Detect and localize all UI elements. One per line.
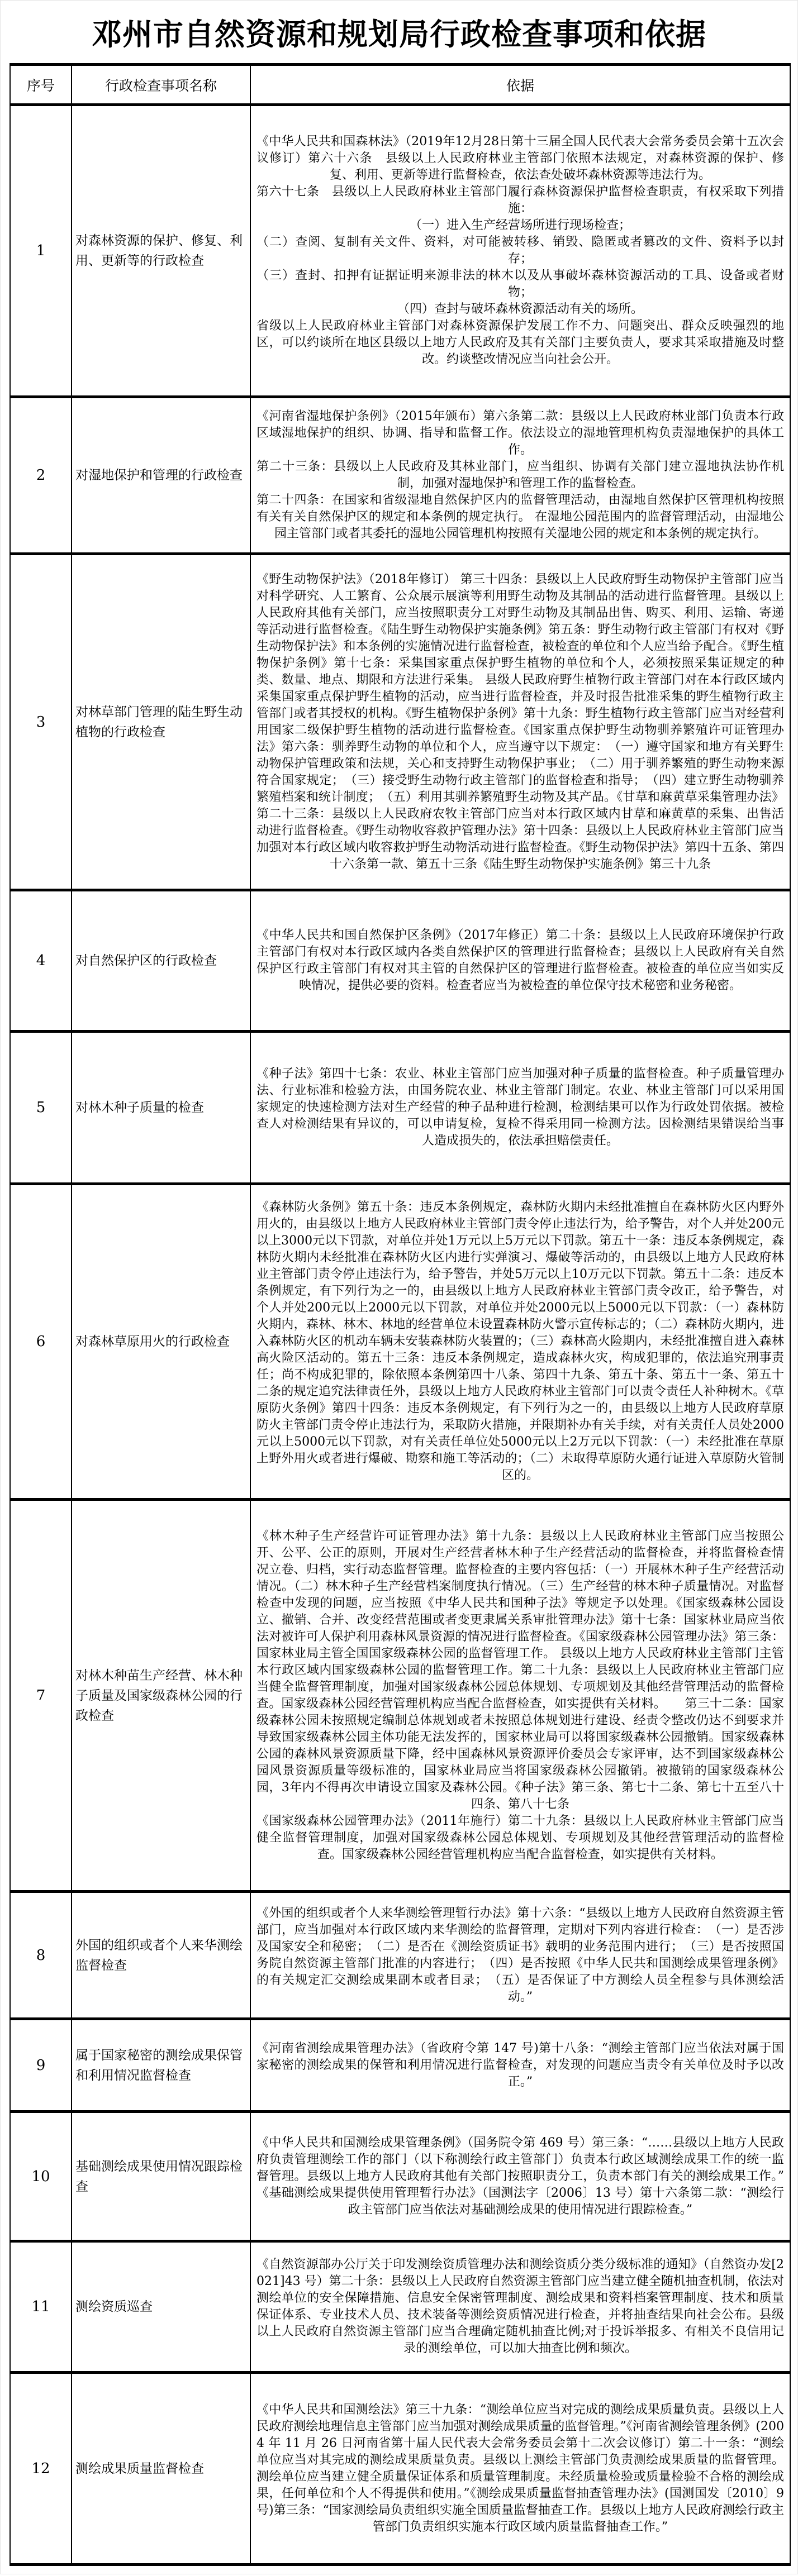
table-row	[10, 554, 790, 890]
header-item-name: 行政检查事项名称	[72, 65, 250, 105]
basis-paragraph: 《林木种子生产经营许可证管理办法》第十九条：县级以上人民政府林业主管部门应当按照公开、公平、公正的原则，开展对生产经营者林木种子生产经营活动的监督检查，并将监督检查情况立卷、归档，实行动态监督管理。监督检查的主要内容包括：（一）开展林木种子生产经营活动情况。（二）林木种子生产经营档案制度执行情况。（三）生产经营的林木种子质量情况。对监督检查中发现的问题，应当按照《中华人民共和国种子法》等规定予以处理。《国家级森林公园设立、撤销、合并、改变经营范围或者变更隶属关系审批管理办法》第十七条：国家林业局应当依法对被许可人保护利用森林风景资源的情况进行监督检查。《国家级森林公园管理办法》第三条：国家林业局主管全国国家级森林公园的监督管理工作。 县级以上地方人民政府林业主管部门主管本行政区域内国家级森林公园的监督管理工作。第二十九条：县级以上人民政府林业主管部门应当健全监督管理制度，加强对国家级森林公园总体规划、专项规划及其他经营管理活动的监督检查。国家级森林公园经营管理机构应当配合监督检查，如实提供有关材料。 第三十二条：国家级森林公园未按照规定编制总体规划或者未按照总体规划进行建设、经责令整改仍达不到要求并导致国家级森林公园主体功能无法发挥的，国家林业局可以将国家级森林公园撤销。国家级森林公园的森林风景资源质量下降，经中国森林风景资源评价委员会专家评审，达不到国家级森林公园风景资源质量等级标准的，国家林业局应当将国家级森林公园撤销。被撤销的国家级森林公园，3年内不得再次申请设立国家及森林公园。《种子法》第三条、第七十二条、第七十五至八十四条、第八十七条	[256, 1529, 784, 1811]
row-item-name: 对自然保护区的行政检查	[72, 890, 250, 1032]
row-basis-text	[250, 397, 790, 554]
table-row	[10, 397, 790, 554]
basis-paragraph: 第二十三条：县级以上人民政府及其林业部门，应当组织、协调有关部门建立湿地执法协作机制，加强对湿地保护和管理工作的监督检查。	[256, 460, 784, 490]
basis-paragraph: 第二十四条：在国家和省级湿地自然保护区内的监督管理活动，由湿地自然保护区管理机构按照有关有关自然保护区的规定和本条例的规定执行。 在湿地公园范围内的监督管理活动，由湿地公园主管部门或者其委托的湿地公园管理机构按照有关湿地公园的规定和本条例的规定执行。	[256, 493, 784, 541]
row-item-name: 属于国家秘密的测绘成果保管和利用情况监督检查	[72, 2019, 250, 2112]
row-basis-text	[250, 2112, 790, 2241]
table-row	[10, 2112, 790, 2241]
basis-paragraph: 《森林防火条例》第五十条：违反本条例规定，森林防火期内未经批准擅自在森林防火区内野外用火的，由县级以上地方人民政府林业主管部门责令停止违法行为，给予警告，对个人并处200元以上3000元以下罚款，对单位并处1万元以上5万元以下罚款。第五十一条：违反本条例规定，森林防火期内未经批准在森林防火区内进行实弹演习、爆破等活动的，由县级以上地方人民政府林业主管部门责令停止违法行为，给予警告，并处5万元以上10万元以下罚款。第五十二条：违反本条例规定，有下列行为之一的，由县级以上地方人民政府林业主管部门责令改正，给予警告，对个人并处200元以上2000元以下罚款，对单位并处2000元以上5000元以下罚款：（一）森林防火期内，森林、林木、林地的经营单位未设置森林防火警示宣传标志的；（二）森林防火期内，进入森林防火区的机动车辆未安装森林防火装置的；（三）森林高火险期内，未经批准擅自进入森林高火险区活动的。第五十三条：违反本条例规定，造成森林火灾，构成犯罪的，依法追究刑事责任；尚不构成犯罪的，除依照本条例第四十八条、第四十九条、第五十条、第五十一条、第五十二条的规定追究法律责任外，县级以上地方人民政府林业主管部门可以责令责任人补种树木。《草原防火条例》第四十四条：违反本条例规定，有下列行为之一的，由县级以上地方人民政府草原防火主管部门责令停止违法行为，采取防火措施，并限期补办有关手续，对有关责任人员处2000元以上5000元以下罚款，对有关责任单位处5000元以上2万元以下罚款：（一）未经批准在草原上野外用火或者进行爆破、勘察和施工等活动的；（二）未取得草原防火通行证进入草原防火管制区的。	[256, 1200, 784, 1482]
row-basis-text	[250, 890, 790, 1032]
row-basis-text	[250, 2373, 790, 2565]
row-item-name: 对森林资源的保护、修复、利用、更新等的行政检查	[72, 105, 250, 397]
row-serial-number: 5	[10, 1032, 72, 1184]
basis-paragraph: 《国家级森林公园管理办法》（2011年施行）第二十九条：县级以上人民政府林业主管部门应当健全监督管理制度，加强对国家级森林公园总体规划、专项规划及其他经营管理活动的监督检查。国家级森林公园经营管理机构应当配合监督检查，如实提供有关材料。	[256, 1814, 784, 1862]
row-serial-number: 3	[10, 554, 72, 890]
table-row	[10, 105, 790, 397]
basis-paragraph: 《中华人民共和国自然保护区条例》（2017年修正）第二十条：县级以上人民政府环境保护行政主管部门有权对本行政区域内各类自然保护区的管理进行监督检查；县级以上人民政府有关自然保护区行政主管部门有权对其主管的自然保护区的管理进行监督检查。被检查的单位应当如实反映情况，提供必要的资料。检查者应当为被检查的单位保守技术秘密和业务秘密。	[256, 928, 784, 993]
inspection-items-table	[10, 63, 791, 2566]
basis-paragraph: 《河南省湿地保护条例》（2015年颁布）第六条第二款：县级以上人民政府林业部门负责本行政区域湿地保护的组织、协调、指导和监督工作。依法设立的湿地管理机构负责湿地保护的具体工作。	[256, 409, 784, 457]
row-serial-number: 2	[10, 397, 72, 554]
row-serial-number: 11	[10, 2241, 72, 2373]
row-basis-text	[250, 105, 790, 397]
basis-paragraph: 《中华人民共和国森林法》（2019年12月28日第十三届全国人民代表大会常务委员会第十五次会议修订）第六十六条 县级以上人民政府林业主管部门依照本法规定，对森林资源的保护、修复、利用、更新等进行监督检查，依法查处破坏森林资源等违法行为。	[256, 135, 784, 182]
row-item-name: 测绘资质巡查	[72, 2241, 250, 2373]
row-item-name: 对林木种子质量的检查	[72, 1032, 250, 1184]
row-basis-text	[250, 1184, 790, 1500]
table-row	[10, 2019, 790, 2112]
row-item-name: 对林木种苗生产经营、林木种子质量及国家级森林公园的行政检查	[72, 1500, 250, 1892]
table-header-row	[10, 65, 790, 105]
basis-paragraph: 第六十七条 县级以上人民政府林业主管部门履行森林资源保护监督检查职责，有权采取下列措施：	[256, 185, 784, 216]
table-row	[10, 1892, 790, 2019]
row-serial-number: 6	[10, 1184, 72, 1500]
basis-paragraph: 《自然资源部办公厅关于印发测绘资质管理办法和测绘资质分类分级标准的通知》（自然资办发[2021]43 号）第二十条：县级以上人民政府自然资源主管部门应当建立健全随机抽查机制，依法对测绘单位的安全保障措施、信息安全保密管理制度、测绘成果和资料档案管理制度、技术和质量保证体系、专业技术人员、技术装备等测绘资质情况进行检查，并将抽查结果向社会公布。县级以上人民政府自然资源主管部门应当合理确定随机抽查比例;对于投诉举报多、有相关不良信用记录的测绘单位，可以加大抽查比例和频次。	[256, 2258, 784, 2355]
row-basis-text	[250, 1892, 790, 2019]
row-basis-text	[250, 2241, 790, 2373]
row-serial-number: 7	[10, 1500, 72, 1892]
table-row	[10, 890, 790, 1032]
basis-paragraph: （二）查阅、复制有关文件、资料，对可能被转移、销毁、隐匿或者篡改的文件、资料予以封存；	[256, 235, 784, 266]
table-row	[10, 2241, 790, 2373]
row-serial-number: 12	[10, 2373, 72, 2565]
table-header	[10, 65, 790, 105]
row-serial-number: 10	[10, 2112, 72, 2241]
basis-paragraph: （三）查封、扣押有证据证明来源非法的林木以及从事破坏森林资源活动的工具、设备或者财物；	[256, 269, 784, 299]
header-serial-number: 序号	[10, 65, 72, 105]
row-basis-text	[250, 1032, 790, 1184]
row-serial-number: 9	[10, 2019, 72, 2112]
basis-paragraph: （一）进入生产经营场所进行现场检查；	[409, 218, 631, 232]
basis-paragraph: 《中华人民共和国测绘成果管理条例》（国务院令第 469 号）第三条：“……县级以上地方人民政府负责管理测绘工作的部门（以下称测绘行政主管部门）负责本行政区域测绘成果工作的统一监督管理。县级以上地方人民政府其他有关部门按照职责分工，负责本部门有关的测绘成果工作。”《基础测绘成果提供使用管理暂行办法》（国测法字〔2006〕13 号）第十六条第二款：“测绘行政主管部门应当依法对基础测绘成果的使用情况进行跟踪检查。”	[256, 2135, 784, 2217]
basis-paragraph: 《野生动物保护法》（2018年修订） 第三十四条：县级以上人民政府野生动物保护主管部门应当对科学研究、人工繁育、公众展示展演等利用野生动物及其制品的活动进行监督管理。县级以上人民政府其他有关部门，应当按照职责分工对野生动物及其制品出售、购买、利用、运输、寄递等活动进行监督检查。《陆生野生动物保护实施条例》第五条：野生动物行政主管部门有权对《野生动物保护法》和本条例的实施情况进行监督检查，被检查的单位和个人应当给予配合。《野生植物保护条例》第十七条：采集国家重点保护野生植物的单位和个人，必须按照采集证规定的种类、数量、地点、期限和方法进行采集。 县级人民政府野生植物行政主管部门对在本行政区域内采集国家重点保护野生植物的活动，应当进行监督检查，并及时报告批准采集的野生植物行政主管部门或者其授权的机构。《野生植物保护条例》第十九条：野生植物行政主管部门应当对经营利用国家二级保护野生植物的活动进行监督检查。《国家重点保护野生动物驯养繁殖许可证管理办法》第六条：驯养野生动物的单位和个人，应当遵守以下规定： （一）遵守国家和地方有关野生动物保护管理政策和法规，关心和支持野生动物保护事业； （二）用于驯养繁殖的野生动物来源符合国家规定； （三）接受野生动物行政主管部门的监督检查和指导； （四）建立野生动物驯养繁殖档案和统计制度； （五）利用其驯养繁殖野生动物及其产品。《甘草和麻黄草采集管理办法》第二十三条：县级以上人民政府农牧主管部门应当对本行政区域内甘草和麻黄草的采集、出售活动进行监督检查。《野生动物收容救护管理办法》第十四条：县级以上人民政府林业主管部门应当加强对本行政区域内收容救护野生动物活动进行监督检查。《野生动物保护法》第四十五条、第四十六条第一款、第五十三条《陆生野生动物保护实施条例》第三十九条	[256, 572, 784, 871]
table-row	[10, 1500, 790, 1892]
row-item-name: 外国的组织或者个人来华测绘监督检查	[72, 1892, 250, 2019]
basis-paragraph: 《河南省测绘成果管理办法》（省政府令第 147 号)第十八条：“测绘主管部门应当依法对属于国家秘密的测绘成果的保管和利用情况进行监督检查，对发现的问题应当责令有关单位及时予以改正。”	[256, 2041, 784, 2089]
row-basis-text	[250, 1500, 790, 1892]
row-item-name: 基础测绘成果使用情况跟踪检查	[72, 2112, 250, 2241]
row-item-name: 对林草部门管理的陆生野生动植物的行政检查	[72, 554, 250, 890]
basis-paragraph: 《中华人民共和国测绘法》第三十九条：“测绘单位应当对完成的测绘成果质量负责。县级以上人民政府测绘地理信息主管部门应当加强对测绘成果质量的监督管理。”《河南省测绘管理条例》(2004 年 11 月 26 日河南省第十届人民代表大会常务委员会第十二次会议修订）第二十一条：“测绘单位应当对其完成的测绘成果质量负责。县级以上测绘主管部门负责测绘成果质量的监督管理。测绘单位应当建立健全质量保证体系和质量管理制度。未经质量检验或质量检验不合格的测绘成果，任何单位和个人不得提供和使用。”《测绘成果质量监督抽查管理办法》(国测国发〔2010〕9 号)第三条：“国家测绘局负责组织实施全国质量监督抽查工作。县级以上地方人民政府测绘行政主管部门负责组织实施本行政区域内质量监督抽查工作。”	[256, 2402, 784, 2534]
row-basis-text	[250, 554, 790, 890]
basis-paragraph: （四）查封与破坏森林资源活动有关的场所。	[397, 302, 643, 316]
row-item-name: 对湿地保护和管理的行政检查	[72, 397, 250, 554]
basis-paragraph: 《种子法》第四十七条：农业、林业主管部门应当加强对种子质量的监督检查。种子质量管理办法、行业标准和检验方法，由国务院农业、林业主管部门制定。农业、林业主管部门可以采用国家规定的快速检测方法对生产经营的种子品种进行检测，检测结果可以作为行政处罚依据。被检查人对检测结果有异议的，可以申请复检，复检不得采用同一检测方法。因检测结果错误给当事人造成损失的，依法承担赔偿责任。	[256, 1067, 784, 1148]
basis-paragraph: 《外国的组织或者个人来华测绘管理暂行办法》第十六条：“县级以上地方人民政府自然资源主管部门，应当加强对本行政区域内来华测绘的监督管理，定期对下列内容进行检查： （一）是否涉及国家安全和秘密； （二）是否在《测绘资质证书》载明的业务范围内进行； （三）是否按照国务院自然资源主管部门批准的内容进行； （四）是否按照《中华人民共和国测绘成果管理条例》的有关规定汇交测绘成果副本或者目录； （五）是否保证了中方测绘人员全程参与具体测绘活动。”	[256, 1906, 784, 2004]
table-row	[10, 1032, 790, 1184]
row-serial-number: 1	[10, 105, 72, 397]
basis-paragraph: 省级以上人民政府林业主管部门对森林资源保护发展工作不力、问题突出、群众反映强烈的地区，可以约谈所在地区县级以上地方人民政府及其有关部门主要负责人，要求其采取措施及时整改。约谈整改情况应当向社会公开。	[256, 319, 784, 366]
row-serial-number: 4	[10, 890, 72, 1032]
row-basis-text	[250, 2019, 790, 2112]
row-item-name: 测绘成果质量监督检查	[72, 2373, 250, 2565]
header-basis: 依据	[250, 65, 790, 105]
table-body	[10, 105, 790, 2565]
row-serial-number: 8	[10, 1892, 72, 2019]
table-row	[10, 2373, 790, 2565]
row-item-name: 对森林草原用火的行政检查	[72, 1184, 250, 1500]
table-row	[10, 1184, 790, 1500]
page-title: 邓州市自然资源和规划局行政检查事项和依据	[92, 16, 706, 52]
